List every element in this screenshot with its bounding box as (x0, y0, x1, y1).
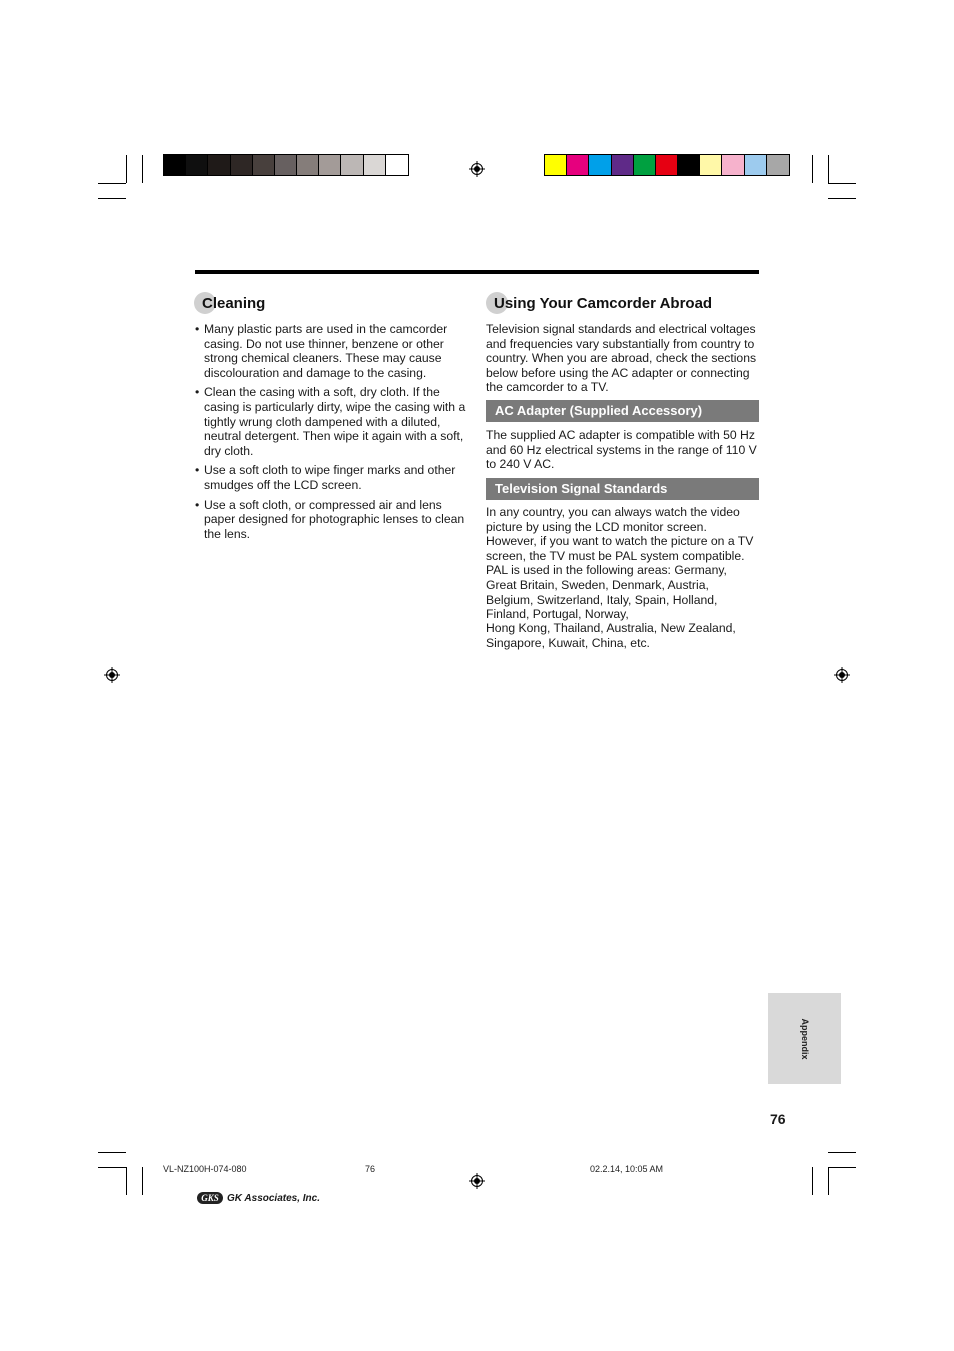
gray-swatch (253, 155, 275, 175)
color-swatch (567, 155, 589, 175)
crop-mark (98, 198, 126, 199)
list-item: • Many plastic parts are used in the camcorder casing. Do not use thinner, benzene or other strong chemical cleaners. These may cause discolouration and damage to the casing. (195, 322, 470, 380)
crop-mark (812, 1167, 813, 1195)
header-rule (195, 270, 759, 274)
registration-mark-icon (469, 161, 485, 177)
gray-swatch (364, 155, 386, 175)
registration-mark-icon (469, 1173, 485, 1189)
gray-swatch (164, 155, 186, 175)
registration-mark-icon (104, 667, 120, 683)
color-swatch (545, 155, 567, 175)
crop-mark (126, 1167, 127, 1195)
crop-mark (828, 1167, 856, 1168)
gray-swatch (231, 155, 253, 175)
color-calibration-bar (544, 154, 790, 176)
color-swatch (634, 155, 656, 175)
crop-mark (98, 1152, 126, 1153)
gray-swatch (297, 155, 319, 175)
tv-standards-text: In any country, you can always watch the video picture by using the LCD monitor screen. However, if you want to watch the picture on a TV screen, the TV must be PAL system compatible. PAL is used in the following areas: Germany, Great Britain, Sweden, Denmark, Austria, Belgium, Switzerland, Italy, Spain, Holland, Finland, Portugal, Norway, (486, 505, 754, 622)
cleaning-list (195, 322, 470, 546)
footer-file: VL-NZ100H-074-080 (163, 1164, 247, 1174)
footer-datetime: 02.2.14, 10:05 AM (590, 1164, 664, 1174)
color-swatch (678, 155, 700, 175)
crop-mark (812, 155, 813, 183)
crop-mark (98, 1167, 126, 1168)
gray-swatch (208, 155, 230, 175)
color-swatch (767, 155, 789, 175)
gray-swatch (386, 155, 408, 175)
crop-mark (828, 1152, 856, 1153)
crop-mark (98, 183, 126, 184)
company-logo (197, 1192, 320, 1204)
list-item: • Use a soft cloth to wipe finger marks and other smudges off the LCD screen. (195, 463, 470, 492)
gray-swatch (186, 155, 208, 175)
tv-standards-subheading: Television Signal Standards (486, 478, 759, 500)
color-swatch (612, 155, 634, 175)
gks-logo-icon: GKS (197, 1192, 223, 1204)
page-number: 76 (770, 1111, 786, 1127)
list-item: • Clean the casing with a soft, dry cloth. If the casing is particularly dirty, wipe the casing with a tightly wrung cloth dampened with a diluted, neutral detergent. Then wipe it again with a soft, dry cloth. (195, 385, 470, 458)
gray-swatch (341, 155, 363, 175)
crop-mark (828, 198, 856, 199)
crop-mark (828, 155, 829, 183)
color-swatch (589, 155, 611, 175)
tv-standards-text-2: Hong Kong, Thailand, Australia, New Zealand, Singapore, Kuwait, China, etc. (486, 621, 736, 650)
crop-mark (828, 1167, 829, 1195)
appendix-tab (768, 993, 841, 1084)
color-swatch (656, 155, 678, 175)
registration-mark-icon (834, 667, 850, 683)
footer-page: 76 (365, 1164, 376, 1174)
gray-swatch (275, 155, 297, 175)
abroad-heading: Using Your Camcorder Abroad (494, 295, 712, 312)
crop-mark (828, 183, 856, 184)
gray-swatch (319, 155, 341, 175)
color-swatch (700, 155, 722, 175)
crop-mark (142, 1167, 143, 1195)
appendix-tab-label: Appendix (799, 1017, 810, 1060)
grayscale-calibration-bar (163, 154, 409, 176)
ac-adapter-text: The supplied AC adapter is compatible with 50 Hz and 60 Hz electrical systems in the range of 110 V to 240 V AC. (486, 428, 757, 472)
crop-mark (126, 155, 127, 183)
list-item: • Use a soft cloth, or compressed air and lens paper designed for photographic lenses to clean the lens. (195, 498, 470, 542)
abroad-intro: Television signal standards and electrical voltages and frequencies vary substantially from country to country. When you are abroad, check the sections below before using the AC adapter or connecting the camcorder to a TV. (486, 322, 757, 395)
ac-adapter-subheading: AC Adapter (Supplied Accessory) (486, 400, 759, 422)
company-name: GK Associates, Inc. (227, 1192, 320, 1204)
color-swatch (745, 155, 767, 175)
color-swatch (722, 155, 744, 175)
crop-mark (142, 155, 143, 183)
cleaning-heading: Cleaning (202, 295, 265, 312)
